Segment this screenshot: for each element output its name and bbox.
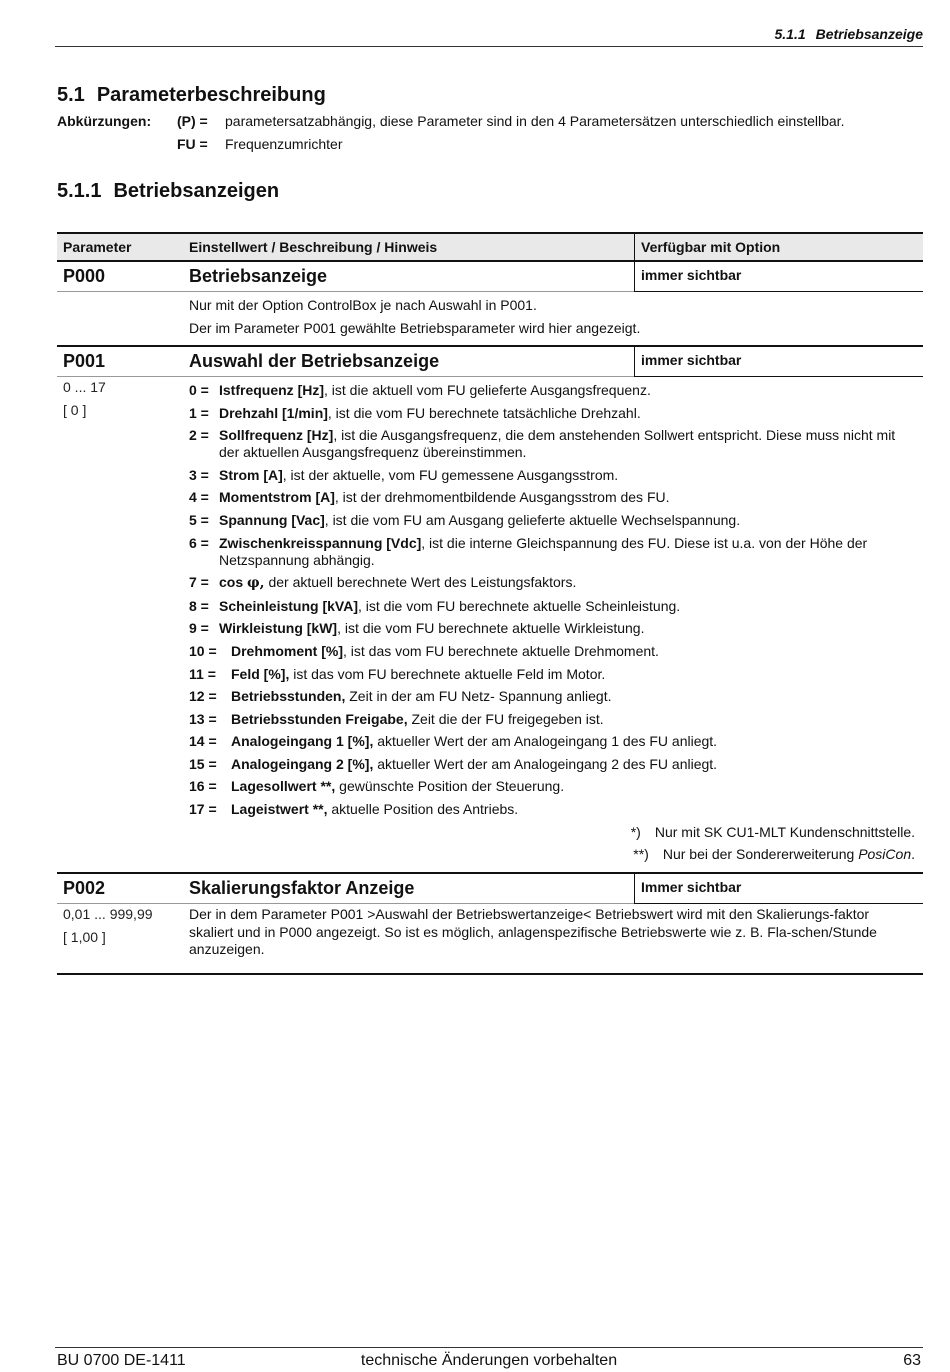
footnote: *) Nur mit SK CU1-MLT Kundenschnittstelle. — [630, 823, 915, 840]
footer-page-number: 63 — [903, 1352, 921, 1369]
p002-title-row — [57, 874, 923, 904]
option-item: 6 = Zwischenkreisspannung [Vdc], ist die interne Gleichspannung des FU. Diese ist u.a. von der Höhe der Netzspannung abhängig. — [189, 534, 868, 568]
option-item: 11 = Feld [%], ist das vom FU berechnete aktuelle Feld im Motor. — [189, 665, 606, 682]
footer-doc-id: BU 0700 DE-1411 — [57, 1352, 186, 1369]
p001-code: P001 — [63, 351, 106, 372]
p000-body — [57, 292, 923, 345]
p002-default: [ 1,00 ] — [63, 929, 106, 946]
option-item: 17 = Lageistwert **, aktuelle Position des Antriebs. — [189, 801, 519, 818]
footer-note: technische Änderungen vorbehalten — [360, 1352, 618, 1369]
option-item: 8 = Scheinleistung [kVA], ist die vom FU berechnete aktuelle Scheinleistung. — [189, 597, 681, 614]
option-item: 2 = Sollfrequenz [Hz], ist die Ausgangsfrequenz, die dem anstehenden Sollwert entspricht. Diese muss nicht mit der aktuellen Ausgangsfrequenz übereinstimmen. — [189, 427, 896, 461]
option-item: 7 = cos φ, der aktuell berechnete Wert des Leistungsfaktors. — [189, 574, 577, 592]
subsection-number: 5.1.1 — [57, 180, 102, 202]
abbreviations — [57, 113, 927, 159]
p001-range: 0 ... 17 — [63, 379, 106, 396]
phi-symbol: φ, — [247, 575, 265, 592]
p002-range: 0,01 ... 999,99 — [63, 906, 153, 923]
table-bottom-rule — [57, 973, 923, 975]
subsection-title: Betriebsanzeigen — [113, 180, 280, 202]
running-header — [55, 26, 923, 47]
section-heading — [57, 84, 326, 107]
option-item: 16 = Lagesollwert **, gewünschte Position der Steuerung. — [189, 778, 565, 795]
option-item: 1 = Drehzahl [1/min], ist die vom FU berechnete tatsächliche Drehzahl. — [189, 404, 641, 421]
option-item: 10 = Drehmoment [%], ist das vom FU berechnete aktuelle Drehmoment. — [189, 642, 659, 659]
footnote: **) Nur bei der Sondererweiterung PosiCon. — [633, 846, 915, 863]
abbreviation-row — [57, 136, 927, 159]
option-item: 9 = Wirkleistung [kW], ist die vom FU berechnete aktuelle Wirkleistung. — [189, 620, 645, 637]
abbreviation-key: (P) = — [177, 113, 208, 129]
p002-availability: Immer sichtbar — [634, 874, 923, 904]
section-title: Parameterbeschreibung — [96, 84, 326, 106]
abbreviation-text: parametersatzabhängig, diese Parameter sind in den 4 Parametersätzen unterschiedlich einstellbar. — [225, 113, 845, 129]
option-item: 15 = Analogeingang 2 [%], aktueller Wert der am Analogeingang 2 des FU anliegt. — [189, 755, 718, 772]
section-number: 5.1 — [57, 84, 85, 106]
header-section-number: 5.1.1 — [774, 26, 806, 42]
p001-title-row — [57, 347, 923, 377]
posicon-italic: PosiCon — [858, 846, 912, 863]
p000-line: Nur mit der Option ControlBox je nach Auswahl in P001. — [189, 297, 537, 313]
parameter-table — [57, 232, 923, 975]
p000-title: Betriebsanzeige — [189, 266, 328, 286]
p002-body — [57, 904, 923, 973]
p001-availability: immer sichtbar — [634, 347, 923, 377]
p002-description: Der in dem Parameter P001 >Auswahl der Betriebswertanzeige< Betriebswert wird mit den Skalierungs-faktor skaliert und in P000 angezeigt. So ist es möglich, anlagenspezifische Betriebswerte wie z. B. Fla-schen/Stunde anzuzeigen. — [189, 906, 877, 958]
page-footer — [55, 1347, 923, 1372]
header-availability: Verfügbar mit Option — [634, 234, 923, 260]
p001-default: [ 0 ] — [63, 402, 87, 419]
p001-body — [57, 377, 923, 872]
p000-line: Der im Parameter P001 gewählte Betriebsparameter wird hier angezeigt. — [189, 319, 641, 336]
abbreviations-label: Abkürzungen: — [57, 113, 152, 129]
option-item: 5 = Spannung [Vac], ist die vom FU am Ausgang gelieferte aktuelle Wechselspannung. — [189, 511, 741, 528]
p000-availability: immer sichtbar — [634, 262, 923, 292]
option-item: 3 = Strom [A], ist der aktuelle, vom FU gemessene Ausgangsstrom. — [189, 466, 619, 483]
option-item: 13 = Betriebsstunden Freigabe, Zeit die der FU freigegeben ist. — [189, 710, 604, 727]
header-section-title: Betriebsanzeige — [815, 26, 923, 42]
abbreviation-row — [57, 113, 927, 136]
p001-title: Auswahl der Betriebsanzeige — [189, 351, 440, 372]
subsection-heading — [57, 180, 279, 203]
table-header-row — [57, 234, 923, 262]
option-item: 14 = Analogeingang 1 [%], aktueller Wert der am Analogeingang 1 des FU anliegt. — [189, 733, 718, 750]
header-description: Einstellwert / Beschreibung / Hinweis — [189, 239, 438, 255]
abbreviation-text: Frequenzumrichter — [225, 136, 343, 152]
option-item: 12 = Betriebsstunden, Zeit in der am FU Netz- Spannung anliegt. — [189, 688, 612, 705]
p002-title: Skalierungsfaktor Anzeige — [189, 878, 415, 899]
option-item: 4 = Momentstrom [A], ist der drehmomentbildende Ausgangsstrom des FU. — [189, 489, 670, 506]
p002-code: P002 — [63, 878, 106, 899]
header-parameter: Parameter — [63, 239, 132, 255]
option-item: 0 = Istfrequenz [Hz], ist die aktuell vom FU gelieferte Ausgangsfrequenz. — [189, 381, 651, 398]
abbreviation-key: FU = — [177, 136, 208, 152]
p000-title-row — [57, 262, 923, 292]
p000-code: P000 — [63, 266, 106, 286]
